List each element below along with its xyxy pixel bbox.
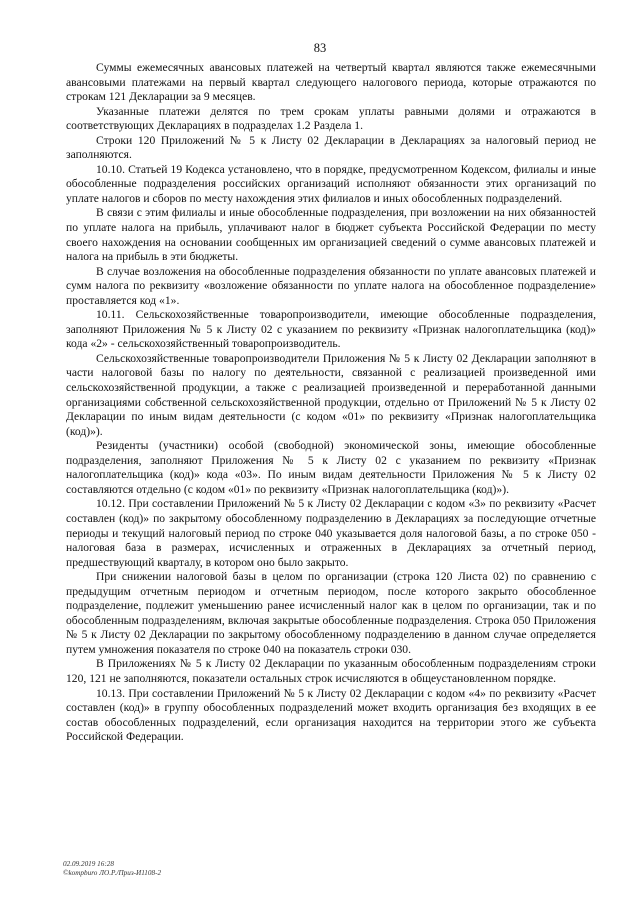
paragraph: При снижении налоговой базы в целом по организации (строка 120 Листа 02) по сравнению с предыдущим отчетным периодом и отчетным периодом, после которого закрыто обособленное подразделение, подлежит уменьшению ранее исчисленный налог как в целом по организации, так и по обособленным подразделениям, включая закрытые обособленные подразделения. Строка 050 Приложения № 5 к Листу 02 Декларации по закрытому обособленному подразделению в данном случае определяется путем умножения показателя по строке 040 на показатель строки 030. <box>66 570 596 656</box>
paragraph: Указанные платежи делятся по трем срокам уплаты равными долями и отражаются в соответствующих Декларациях в подразделах 1.2 Раздела 1. <box>66 104 596 133</box>
paragraph: Сельскохозяйственные товаропроизводители Приложения № 5 к Листу 02 Декларации заполняют в части налоговой базы по налогу по деятельности, связанной с реализацией произведенной ими сельскохозяйственной продукции, а также с реализацией произведенной и переработанной данными организациями собственной сельскохозяйственной продукции, отдельно от Приложений № 5 к Листу 02 Декларации по иным видам деятельности (с кодом «01» по реквизиту «Признак налогоплательщика (код)»). <box>66 351 596 438</box>
footer-timestamp: 02.09.2019 16:28 <box>63 860 114 868</box>
print-footer <box>63 860 161 878</box>
paragraph: 10.10. Статьей 19 Кодекса установлено, что в порядке, предусмотренном Кодексом, филиалы и иные обособленные подразделения российских организаций исполняют обязанности этих организаций по уплате налогов и сборов по месту нахождения этих филиалов и иных обособленных подразделений. <box>66 162 596 205</box>
paragraph: В связи с этим филиалы и иные обособленные подразделения, при возложении на них обязанностей по уплате налога на прибыль, уплачивают налог в бюджет субъекта Российской Федерации по месту своего нахождения на основании сообщенных им организацией сведений о сумме авансовых платежей и налога на прибыль в эти бюджеты. <box>66 206 596 264</box>
paragraph: Суммы ежемесячных авансовых платежей на четвертый квартал являются также ежемесячными авансовыми платежами на первый квартал следующего налогового периода, которые отражаются по строкам 121 Декларации за 9 месяцев. <box>66 61 596 104</box>
page-number: 83 <box>313 41 327 55</box>
paragraph: Резиденты (участники) особой (свободной) экономической зоны, имеющие обособленные подразделения, заполняют Приложения № 5 к Листу 02 с указанием по реквизиту «Признак налогоплательщика (код)» кода «03». По иным видам деятельности Приложения № 5 к Листу 02 составляются отдельно (с кодом «01» по реквизиту «Признак налогоплательщика (код)»). <box>66 439 596 496</box>
paragraph: 10.12. При составлении Приложений № 5 к Листу 02 Декларации с кодом «3» по реквизиту «Расчет составлен (код)» по закрытому обособленному подразделению в Декларациях за последующие отчетные периоды и текущий налоговый период по строке 040 указывается доля налоговой базы, а по строке 050 - налоговая база в размерах, исчисленных и отраженных в Декларациях за отчетный период, предшествующий кварталу, в котором оно было закрыто. <box>66 497 596 569</box>
document-body <box>66 61 596 745</box>
paragraph: В Приложениях № 5 к Листу 02 Декларации по указанным обособленным подразделениям строки 120, 121 не заполняются, показатели остальных строк исчисляются в общеустановленном порядке. <box>66 657 596 685</box>
footer-source: ©kompburo ЛО.Р./Приз-И1108-2 <box>63 869 162 877</box>
paragraph: В случае возложения на обособленные подразделения обязанности по уплате авансовых платежей и сумм налога по реквизиту «возложение обязанности по уплате налога на обособленное подразделение» проставляется код «1». <box>66 264 596 307</box>
paragraph: 10.13. При составлении Приложений № 5 к Листу 02 Декларации с кодом «4» по реквизиту «Расчет составлен (код)» в группу обособленных подразделений может входить организация без входящих в ее состав обособленных подразделений, если организация находится на территории этого же субъекта Российской Федерации. <box>66 686 596 744</box>
paragraph: 10.11. Сельскохозяйственные товаропроизводители, имеющие обособленные подразделения, заполняют Приложения № 5 к Листу 02 с указанием по реквизиту «Признак налогоплательщика (код)» кода «2» - сельскохозяйственный товаропроизводитель. <box>66 308 596 351</box>
paragraph: Строки 120 Приложений № 5 к Листу 02 Декларации в Декларациях за налоговый период не заполняются. <box>66 133 596 162</box>
